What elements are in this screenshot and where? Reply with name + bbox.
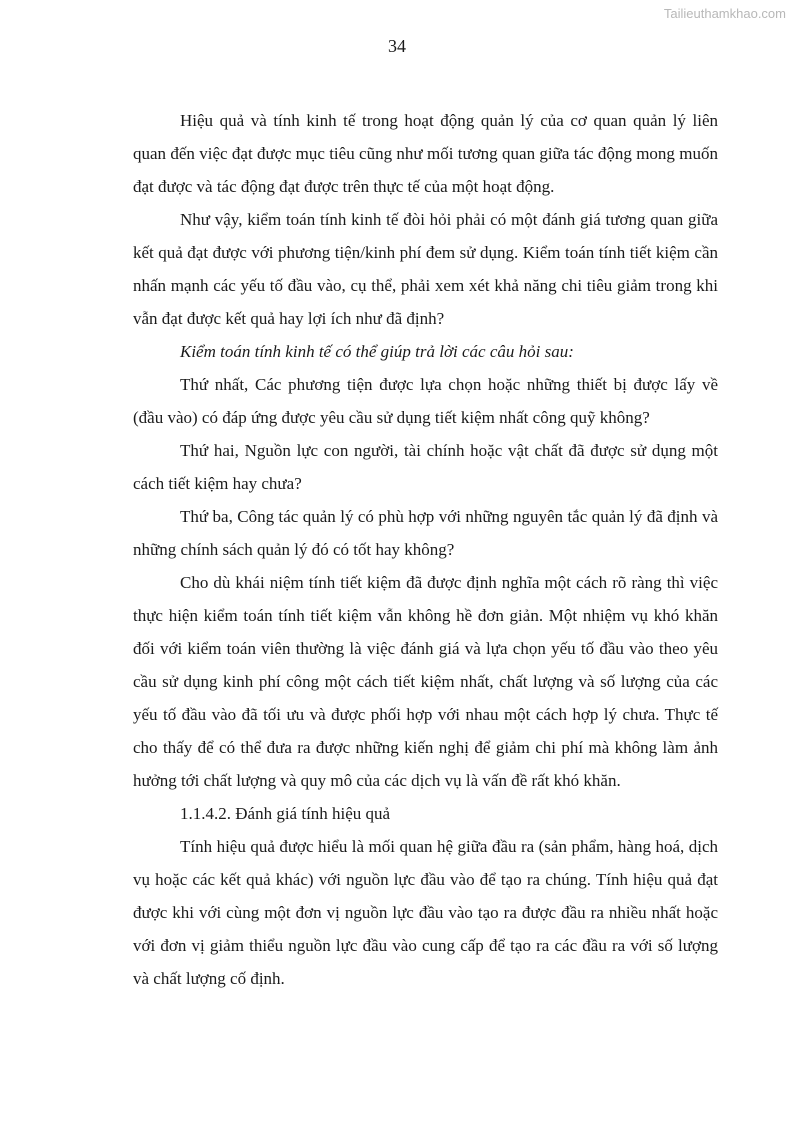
section-heading: 1.1.4.2. Đánh giá tính hiệu quả [180, 804, 391, 823]
paragraph-difficulty: Cho dù khái niệm tính tiết kiệm đã được định nghĩa một cách rõ ràng thì việc thực hiện kiểm toán tính tiết kiệm vẫn không hề đơn giản. Một nhiệm vụ khó khăn đối với kiểm toán viên thường là việc đánh giá và lựa chọn yếu tố đầu vào theo yêu cầu sử dụng kinh phí công một cách tiết kiệm nhất, chất lượng và số lượng của các yếu tố đầu vào đã tối ưu và được phối hợp với nhau một cách hợp lý chưa. Thực tế cho thấy để có thể đưa ra được những kiến nghị để giảm chi phí mà không làm ảnh hưởng tới chất lượng và quy mô của các dịch vụ là vấn đề rất khó khăn. [133, 573, 718, 790]
document-body [133, 104, 718, 995]
paragraph-question-first: Thứ nhất, Các phương tiện được lựa chọn hoặc những thiết bị được lấy về (đầu vào) có đáp ứng được yêu cầu sử dụng tiết kiệm nhất công quỹ không? [133, 375, 718, 427]
paragraph-question-second: Thứ hai, Nguồn lực con người, tài chính hoặc vật chất đã được sử dụng một cách tiết kiệm hay chưa? [133, 441, 718, 493]
paragraph-intro: Hiệu quả và tính kinh tế trong hoạt động quản lý của cơ quan quản lý liên quan đến việc đạt được mục tiêu cũng như mối tương quan giữa tác động mong muốn đạt được và tác động đạt được trên thực tế của một hoạt động. [133, 111, 718, 196]
paragraph-questions-lead: Kiểm toán tính kinh tế có thể giúp trả lời các câu hỏi sau: [180, 342, 574, 361]
paragraph-economy-audit: Như vậy, kiểm toán tính kinh tế đòi hỏi phải có một đánh giá tương quan giữa kết quả đạt được với phương tiện/kinh phí đem sử dụng. Kiểm toán tính tiết kiệm cần nhấn mạnh các yếu tố đầu vào, cụ thể, phải xem xét khả năng chi tiêu giảm trong khi vẫn đạt được kết quả hay lợi ích như đã định? [133, 210, 718, 328]
paragraph-efficiency: Tính hiệu quả được hiểu là mối quan hệ giữa đầu ra (sản phẩm, hàng hoá, dịch vụ hoặc các kết quả khác) với nguồn lực đầu vào để tạo ra chúng. Tính hiệu quả đạt được khi với cùng một đơn vị nguồn lực đầu vào tạo ra được đầu ra nhiều nhất hoặc với đơn vị giảm thiểu nguồn lực đầu vào cung cấp để tạo ra các đầu ra với số lượng và chất lượng cố định. [133, 837, 718, 988]
page-number: 34 [388, 36, 406, 56]
paragraph-question-third: Thứ ba, Công tác quản lý có phù hợp với những nguyên tắc quản lý đã định và những chính sách quản lý đó có tốt hay không? [133, 507, 718, 559]
watermark: Tailieuthamkhao.com [663, 6, 786, 21]
